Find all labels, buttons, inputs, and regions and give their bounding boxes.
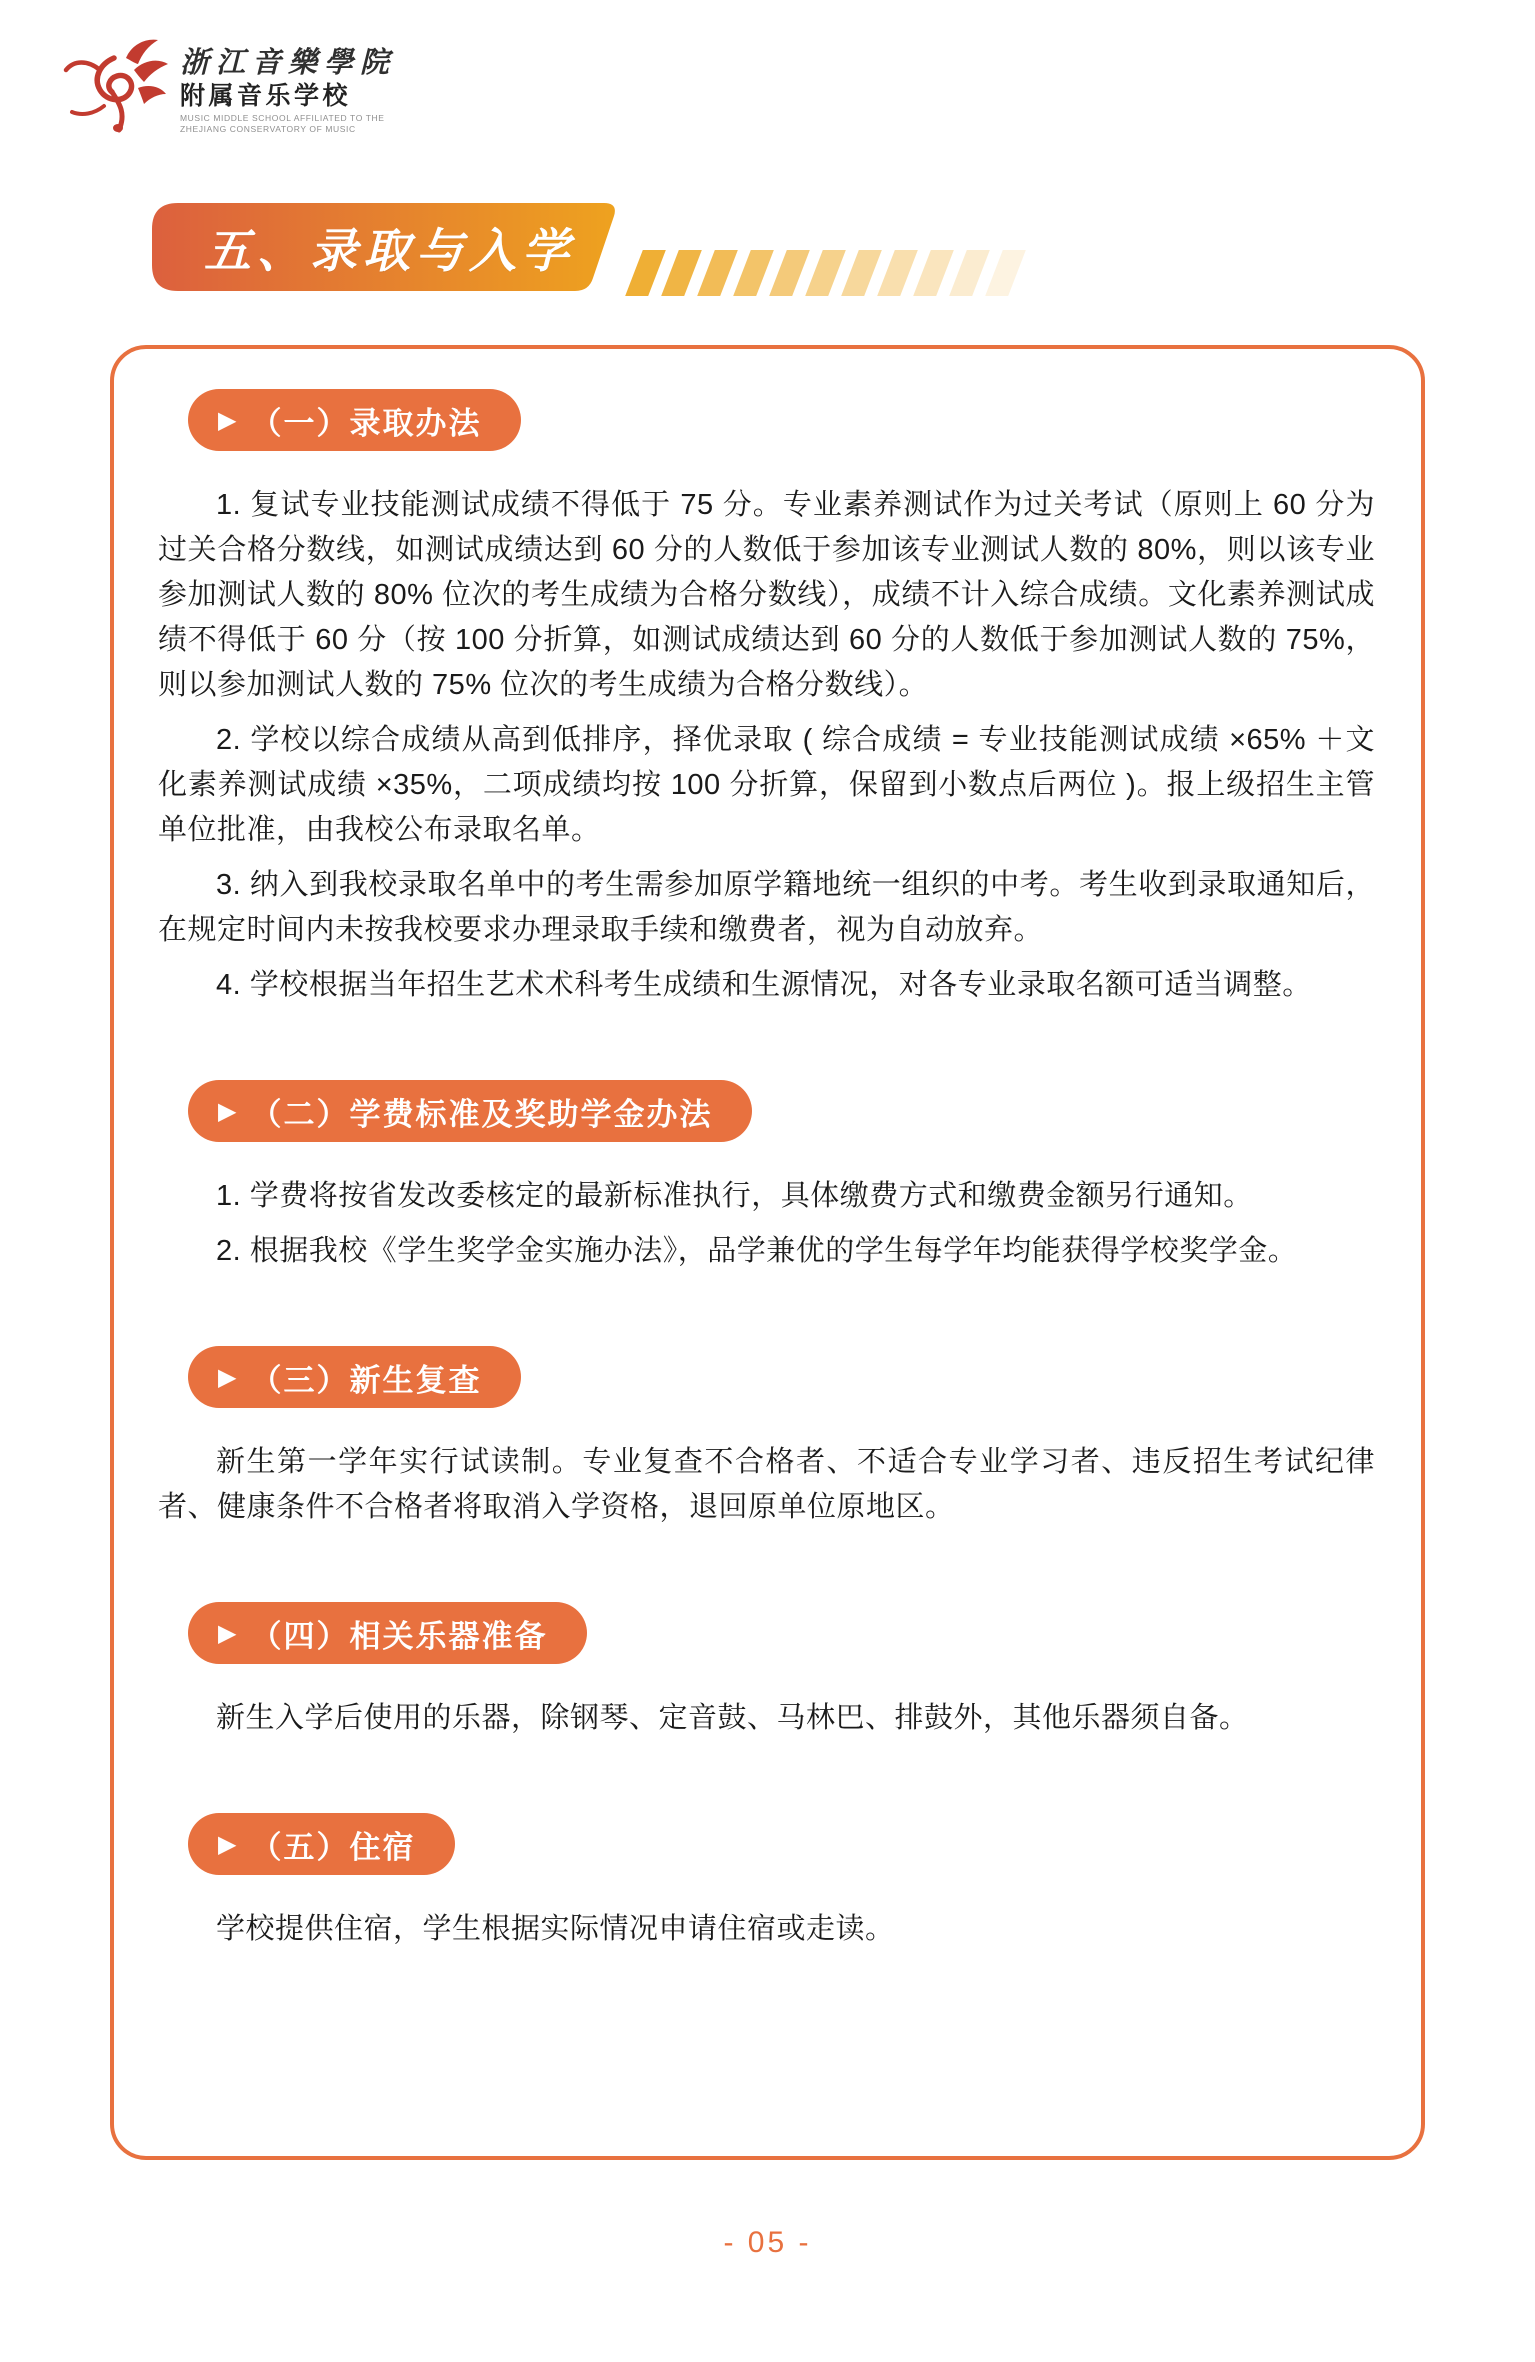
- subsection-heading-5: [188, 1813, 455, 1875]
- school-logo-text: [180, 36, 396, 135]
- subsection-heading-1: [188, 389, 521, 451]
- paragraph: 2. 根据我校《学生奖学金实施办法》，品学兼优的学生每学年均能获得学校奖学金。: [216, 1235, 1298, 1267]
- stripe-decoration: [661, 250, 702, 296]
- content-box: [110, 345, 1425, 2160]
- stripe-decoration: [625, 250, 666, 296]
- stripe-decoration: [913, 250, 954, 296]
- phoenix-clef-icon: [60, 36, 172, 134]
- paragraph: 2. 学校以综合成绩从高到低排序，择优录取 ( 综合成绩 = 专业技能测试成绩 ×65% ＋文化素养测试成绩 ×35%，二项成绩均按 100 分折算，保留到小数点后两位 )。报上级招生主管单位批准，由我校公布录取名单。: [158, 724, 1375, 846]
- section-2-body: [158, 1174, 1375, 1274]
- subsection-heading-5-label: （五）住宿: [250, 1829, 416, 1865]
- section-banner: [152, 203, 952, 293]
- stripe-decoration: [949, 250, 990, 296]
- section-tuition-scholarship: [158, 1080, 1375, 1274]
- stripe-decoration: [733, 250, 774, 296]
- section-3-body: [158, 1440, 1375, 1530]
- paragraph: 3. 纳入到我校录取名单中的考生需参加原学籍地统一组织的中考。考生收到录取通知后，在规定时间内未按我校要求办理录取手续和缴费者，视为自动放弃。: [158, 869, 1375, 946]
- subsection-heading-3-label: （三）新生复查: [250, 1362, 482, 1398]
- stripe-decoration: [805, 250, 846, 296]
- school-name-en: [180, 113, 396, 135]
- section-banner-title: 五、录取与入学: [204, 223, 575, 277]
- triangle-icon: ▶: [218, 1098, 239, 1125]
- stripe-decoration: [697, 250, 738, 296]
- triangle-icon: ▶: [218, 1831, 239, 1858]
- stripe-decoration: [769, 250, 810, 296]
- paragraph: 1. 复试专业技能测试成绩不得低于 75 分。专业素养测试作为过关考试（原则上 60 分为过关合格分数线，如测试成绩达到 60 分的人数低于参加该专业测试人数的 80%，则以该专业参加测试人数的 80% 位次的考生成绩为合格分数线），成绩不计入综合成绩。文化素养测试成绩不得低于 60 分（按 100 分折算，如测试成绩达到 60 分的人数低于参加测试人数的 75%，则以参加测试人数的 75% 位次的考生成绩为合格分数线）。: [158, 489, 1375, 701]
- subsection-heading-1-label: （一）录取办法: [250, 405, 482, 441]
- school-name-en-line1: MUSIC MIDDLE SCHOOL AFFILIATED TO THE: [180, 112, 385, 123]
- subsection-heading-4-label: （四）相关乐器准备: [250, 1618, 548, 1654]
- section-1-body: [158, 483, 1375, 1008]
- school-name-calligraphy: 浙江音樂學院: [180, 47, 397, 79]
- triangle-icon: ▶: [218, 1620, 239, 1647]
- section-accommodation: [158, 1813, 1375, 1952]
- section-freshman-recheck: [158, 1346, 1375, 1530]
- stripe-decoration: [841, 250, 882, 296]
- school-name-cn: 附属音乐学校: [180, 81, 352, 110]
- paragraph: 4. 学校根据当年招生艺术术科考生成绩和生源情况，对各专业录取名额可适当调整。: [216, 969, 1312, 1001]
- section-5-body: [158, 1907, 1375, 1952]
- banner-stripes: [634, 250, 1017, 296]
- triangle-icon: ▶: [218, 407, 239, 434]
- subsection-heading-4: [188, 1602, 587, 1664]
- subsection-heading-2: [188, 1080, 752, 1142]
- subsection-heading-2-label: （二）学费标准及奖助学金办法: [250, 1096, 713, 1132]
- stripe-decoration: [985, 250, 1026, 296]
- page-number: - 05 -: [723, 2226, 812, 2259]
- section-instrument-preparation: [158, 1602, 1375, 1741]
- school-name-en-line2: ZHEJIANG CONSERVATORY OF MUSIC: [180, 123, 356, 134]
- triangle-icon: ▶: [218, 1364, 239, 1391]
- paragraph: 新生第一学年实行试读制。专业复查不合格者、不适合专业学习者、违反招生考试纪律者、健康条件不合格者将取消入学资格，退回原单位原地区。: [158, 1446, 1375, 1523]
- paragraph: 1. 学费将按省发改委核定的最新标准执行，具体缴费方式和缴费金额另行通知。: [216, 1180, 1253, 1212]
- section-admission-method: [158, 389, 1375, 1008]
- stripe-decoration: [877, 250, 918, 296]
- paragraph: 学校提供住宿，学生根据实际情况申请住宿或走读。: [216, 1913, 895, 1945]
- subsection-heading-3: [188, 1346, 521, 1408]
- paragraph: 新生入学后使用的乐器，除钢琴、定音鼓、马林巴、排鼓外，其他乐器须自备。: [216, 1702, 1249, 1734]
- section-4-body: [158, 1696, 1375, 1741]
- school-logo: [60, 36, 396, 135]
